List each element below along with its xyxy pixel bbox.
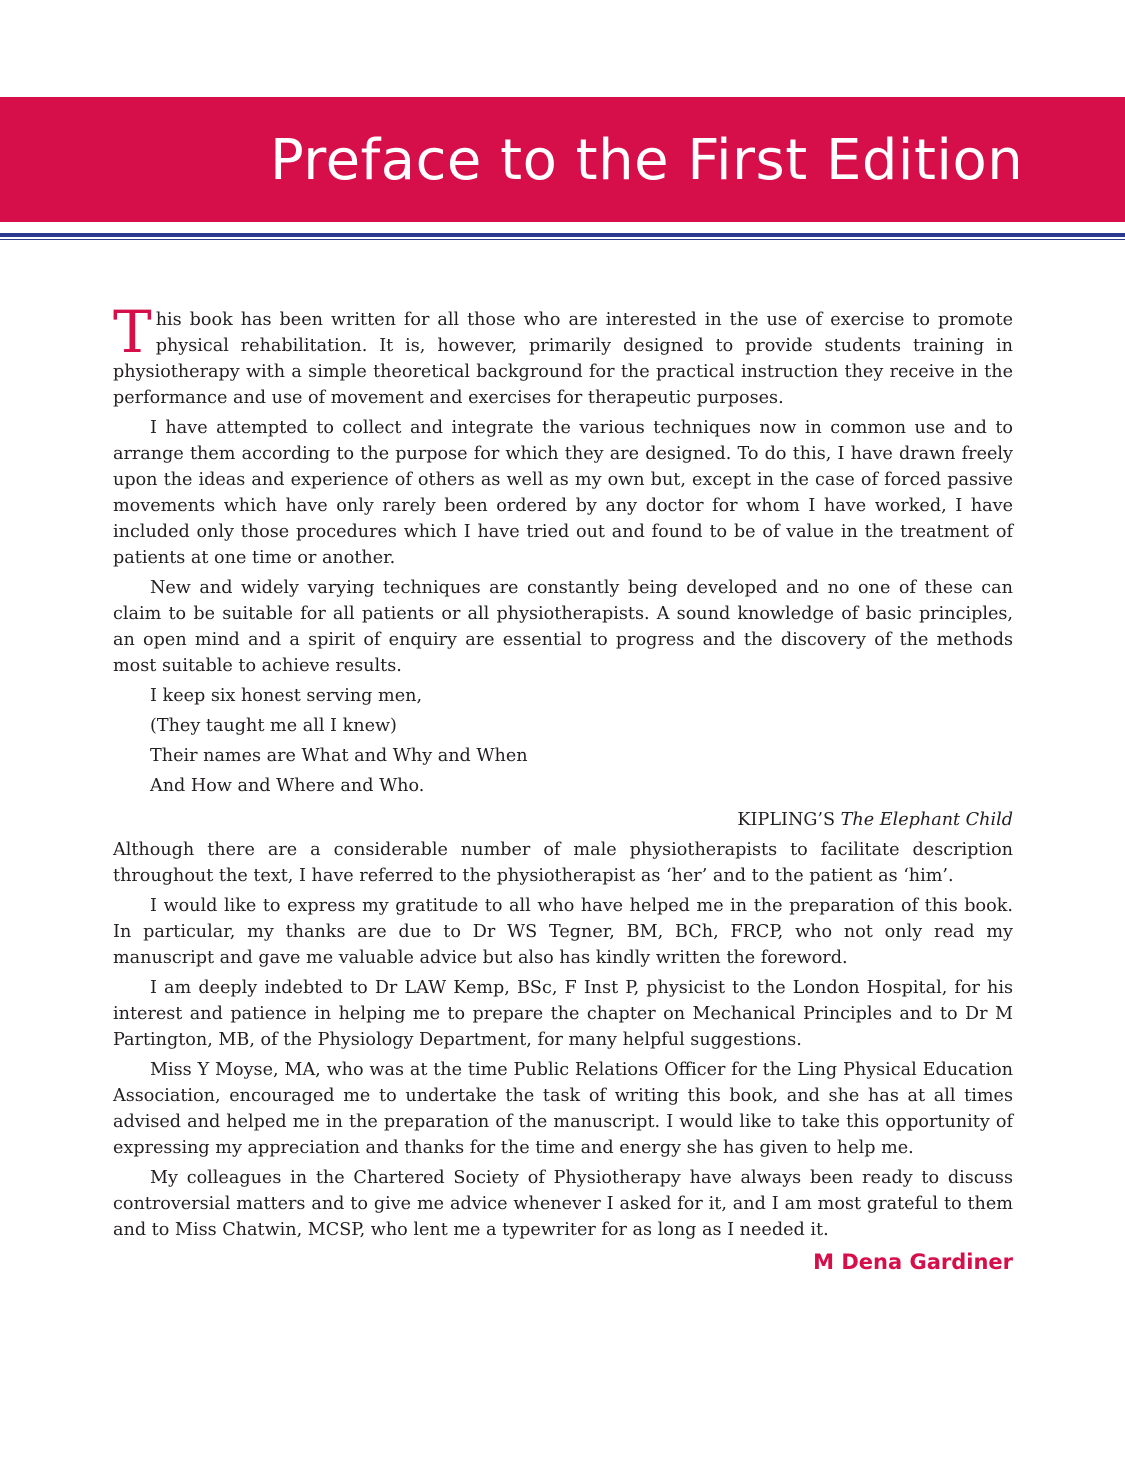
verse-line: (They taught me all I knew): [150, 716, 397, 736]
paragraph-8: My colleagues in the Chartered Society of Physiotherapy have always been ready to discuss controversial matters and to give me advice whenever I asked for it, and I am most grateful to them and to Miss Chatwin, MCSP, who lent me a typewriter for as long as I needed it.: [113, 1168, 1013, 1240]
attribution-work: The Elephant Child: [840, 810, 1013, 830]
divider-rule-thick: [0, 233, 1125, 237]
paragraph-5: I would like to express my gratitude to all who have helped me in the preparation of this book. In particular, my thanks are due to Dr WS Tegner, BM, BCh, FRCP, who not only read my manuscript and gave me valuable advice but also has kindly written the foreword.: [113, 896, 1013, 968]
paragraph-6: I am deeply indebted to Dr LAW Kemp, BSc, F Inst P, physicist to the London Hospital, for his interest and patience in helping me to prepare the chapter on Mechanical Principles and to Dr M Partington, MB, of the Physiology Department, for many helpful suggestions.: [113, 978, 1013, 1050]
drop-cap: T: [113, 298, 152, 366]
verse-line: I keep six honest serving men,: [150, 686, 423, 706]
paragraph-1-text: his book has been written for all those who are interested in the use of exercise to promote physical rehabilitation. It is, however, primarily designed to provide students training in physiotherapy with a simple theoretical background for the practical instruction they receive in the performance and use of movement and exercises for therapeutic purposes.: [113, 310, 1013, 408]
paragraph-1: [113, 298, 1013, 411]
paragraph-2: I have attempted to collect and integrate the various techniques now in common use and to arrange them according to the purpose for which they are designed. To do this, I have drawn freely upon the ideas and experience of others as well as my own but, except in the case of forced passive movements which have only rarely been ordered by any doctor for whom I have worked, I have included only those procedures which I have tried out and found to be of value in the treatment of patients at one time or another.: [113, 418, 1013, 568]
author-signature: M Dena Gardiner: [813, 1250, 1013, 1274]
preface-body: [113, 298, 1013, 1247]
page-title: Preface to the First Edition: [270, 128, 1024, 193]
paragraph-3: New and widely varying techniques are constantly being developed and no one of these can claim to be suitable for all patients or all physiotherapists. A sound knowledge of basic principles, an open mind and a spirit of enquiry are essential to progress and the discovery of the methods most suitable to achieve results.: [113, 578, 1013, 676]
paragraph-7: Miss Y Moyse, MA, who was at the time Public Relations Officer for the Ling Physical Education Association, encouraged me to undertake the task of writing this book, and she has at all times advised and helped me in the preparation of the manuscript. I would like to take this opportunity of expressing my appreciation and thanks for the time and energy she has given to help me.: [113, 1060, 1013, 1158]
paragraph-4: Although there are a considerable number of male physiotherapists to facilitate description throughout the text, I have referred to the physiotherapist as ‘her’ and to the patient as ‘him’.: [113, 840, 1013, 886]
verse-line: And How and Where and Who.: [150, 776, 425, 796]
kipling-verse: [113, 683, 1013, 803]
verse-attribution: [113, 807, 1013, 833]
divider-rule-thin: [0, 239, 1125, 240]
attribution-author: KIPLING’S: [737, 810, 836, 830]
verse-line: Their names are What and Why and When: [150, 746, 528, 766]
